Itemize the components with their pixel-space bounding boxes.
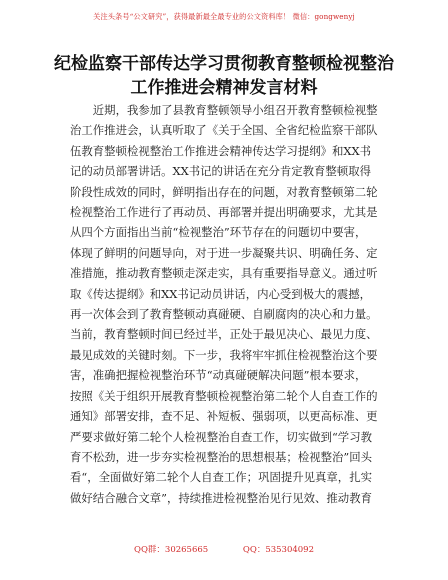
body-line: 记的动员部署讲话。XX书记的讲话在充分肯定教育整顿取得 <box>70 164 371 179</box>
body-line: 做好结合融合文章”，持续推进检视整治见行见效、推动教育 <box>70 490 372 505</box>
body-line: 看“，全面做好第二轮个人自查工作；巩固提升见真章，扎实 <box>70 470 372 485</box>
body-line: 准措施，推动教育整顿走深走实，具有重要指导意义。通过听 <box>70 266 378 281</box>
header-note: 关注头条号“公文研究”，获得最新最全最专业的公文资料库！ 微信：gongwenyj <box>93 12 355 21</box>
body-line: 阶段性成效的同时，鲜明指出存在的问题，对教育整顿第二轮 <box>70 184 378 199</box>
body-line: 通知》部署安排，查不足、补短板、强弱项，以更高标准、更 <box>70 409 378 424</box>
document-body <box>70 100 378 508</box>
body-line: 近期，我参加了县教育整顿领导小组召开教育整顿检视整 <box>70 103 378 117</box>
body-line: 体现了鲜明的问题导向，对于进一步凝聚共识、明确任务、定 <box>70 245 378 260</box>
body-line: 从四个方面指出当前“检视整治”环节存在的问题切中要害， <box>70 225 367 240</box>
title-line: 纪检监察干部传达学习贯彻教育整顿检视整治 <box>54 54 394 74</box>
title-line: 工作推进会精神发言材料 <box>130 78 318 98</box>
body-line: 伍教育整顿检视整治工作推进会精神传达学习提纲》和XX书 <box>70 143 371 158</box>
body-line: 当前，教育整顿时间已经过半，正处于最见决心、最见力度、 <box>70 327 378 342</box>
body-line: 按照《关于组织开展教育整顿检视整治第二轮个人自查工作的 <box>70 388 378 403</box>
body-line: 再一次体会到了教育整顿动真碰硬、自刷腐肉的决心和力量。 <box>70 307 378 322</box>
footer-contact <box>0 543 448 555</box>
body-line: 最见成效的关键时刻。下一步，我将牢牢抓住检视整治这个要 <box>70 347 378 362</box>
document-title <box>0 52 448 100</box>
body-line: 严要求做好第二轮个人检视整治自查工作，切实做到“学习教 <box>70 429 372 444</box>
body-line: 检视整治工作进行了再动员、再部署并提出明确要求，尤其是 <box>70 205 378 220</box>
body-line: 育不松劲，进一步夯实检视整治的思想根基；检视整治”回头 <box>70 449 372 464</box>
body-line: 取《传达提纲》和XX书记动员讲话，内心受到极大的震撼， <box>70 286 371 301</box>
qq-text: QQ：535304092 <box>242 545 314 555</box>
body-line: 治工作推进会，认真听取了《关于全国、全省纪检监察干部队 <box>70 123 378 138</box>
body-line: 害，准确把握检视整治环节“动真碰硬解决问题”根本要求， <box>70 368 367 383</box>
qq-group-text: QQ群：30265665 <box>133 545 209 555</box>
